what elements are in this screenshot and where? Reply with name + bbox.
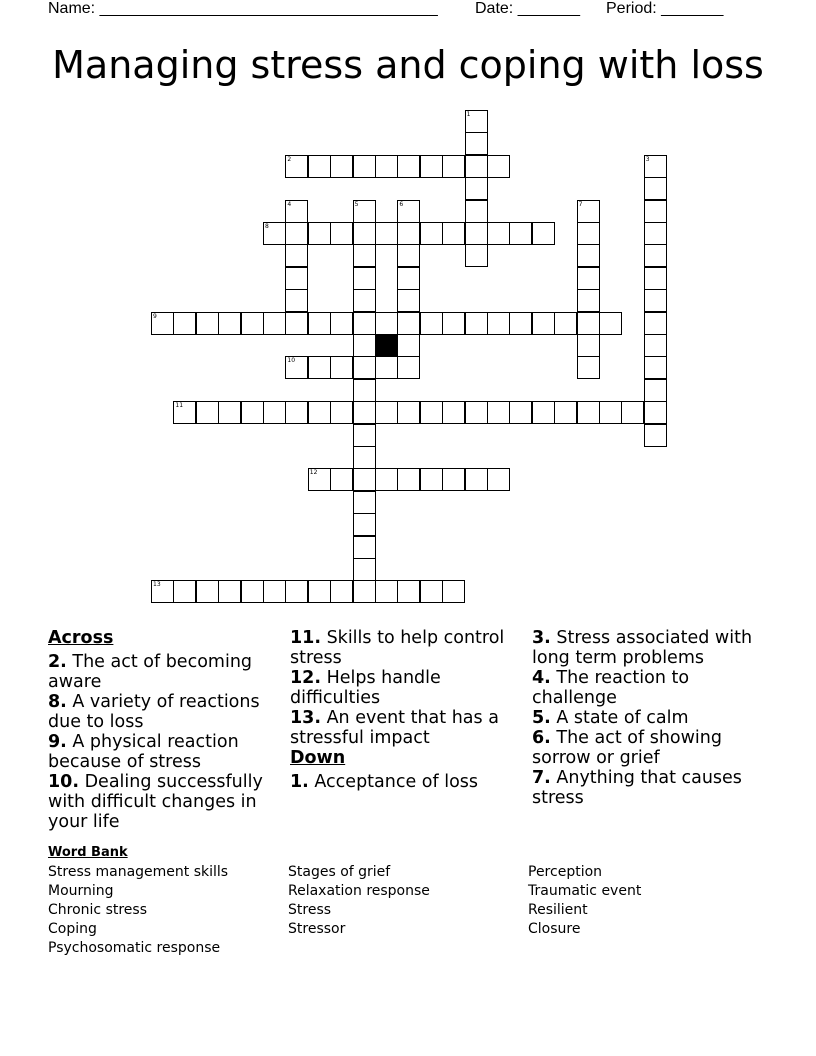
- crossword-cell[interactable]: [285, 200, 308, 223]
- crossword-cell[interactable]: [375, 468, 398, 491]
- crossword-cell[interactable]: [577, 401, 600, 424]
- crossword-cell[interactable]: [577, 289, 600, 312]
- crossword-cell[interactable]: [577, 312, 600, 335]
- crossword-cell[interactable]: [465, 468, 488, 491]
- crossword-cell[interactable]: [241, 580, 264, 603]
- crossword-cell[interactable]: [554, 401, 577, 424]
- clue-number: 2: [287, 155, 292, 163]
- name-field-label: Name: ______________________________________: [48, 0, 438, 17]
- crossword-cell[interactable]: [644, 289, 667, 312]
- crossword-cell[interactable]: [330, 222, 353, 245]
- crossword-cell[interactable]: [487, 222, 510, 245]
- crossword-cell[interactable]: [644, 356, 667, 379]
- crossword-cell[interactable]: [353, 267, 376, 290]
- crossword-cell[interactable]: [577, 356, 600, 379]
- clue-item: 4. The reaction to challenge: [532, 668, 690, 708]
- crossword-cell[interactable]: [308, 222, 331, 245]
- crossword-cell[interactable]: [442, 401, 465, 424]
- crossword-cell[interactable]: [173, 312, 196, 335]
- crossword-cell[interactable]: [151, 312, 174, 335]
- crossword-cell[interactable]: [353, 513, 376, 536]
- crossword-cell[interactable]: [465, 244, 488, 267]
- clue-number: 11: [175, 402, 184, 410]
- crossword-cell[interactable]: [397, 468, 420, 491]
- crossword-cell[interactable]: [644, 379, 667, 402]
- clue-number-label: 1.: [290, 772, 309, 792]
- crossword-cell[interactable]: [353, 222, 376, 245]
- crossword-cell[interactable]: [397, 200, 420, 223]
- word-bank-item: Psychosomatic response: [48, 940, 221, 956]
- crossword-cell[interactable]: [644, 401, 667, 424]
- word-bank-item: Stages of grief: [288, 864, 391, 880]
- clue-number: 12: [309, 469, 318, 477]
- crossword-cell[interactable]: [353, 244, 376, 267]
- clue-number: 13: [153, 581, 161, 589]
- crossword-cell[interactable]: [353, 200, 376, 223]
- crossword-cell[interactable]: [308, 401, 331, 424]
- word-bank-item: Perception: [528, 864, 603, 880]
- crossword-cell[interactable]: [353, 379, 376, 402]
- crossword-cell[interactable]: [285, 580, 308, 603]
- crossword-cell[interactable]: [263, 312, 286, 335]
- crossword-cell[interactable]: [509, 312, 532, 335]
- page-title: Managing stress and coping with loss: [52, 43, 764, 87]
- clue-number: 10: [287, 357, 296, 365]
- crossword-cell[interactable]: [577, 200, 600, 223]
- crossword-cell[interactable]: [554, 312, 577, 335]
- clue-number: 3: [645, 155, 650, 163]
- crossword-cell[interactable]: [263, 222, 286, 245]
- crossword-cell[interactable]: [353, 312, 376, 335]
- crossword-cell[interactable]: [621, 401, 644, 424]
- word-bank-column-1: [48, 863, 228, 958]
- crossword-cell[interactable]: [644, 200, 667, 223]
- clue-number: 1: [466, 111, 471, 118]
- crossword-cell[interactable]: [218, 580, 241, 603]
- crossword-cell[interactable]: [353, 446, 376, 469]
- crossword-cell[interactable]: [173, 401, 196, 424]
- crossword-cell[interactable]: [375, 155, 398, 178]
- crossword-cell[interactable]: [330, 312, 353, 335]
- crossword-cell[interactable]: [173, 580, 196, 603]
- crossword-cell[interactable]: [285, 155, 308, 178]
- clue-number: 7: [578, 200, 583, 208]
- crossword-cell[interactable]: [151, 580, 174, 603]
- crossword-cell[interactable]: [308, 580, 331, 603]
- clue-number-label: 5.: [532, 708, 551, 728]
- crossword-cell[interactable]: [487, 312, 510, 335]
- crossword-cell[interactable]: [263, 580, 286, 603]
- word-bank-column-3: [528, 863, 641, 939]
- crossword-cell[interactable]: [218, 312, 241, 335]
- clue-number-label: 7.: [532, 768, 551, 788]
- crossword-cell[interactable]: [353, 155, 376, 178]
- clue-item: 13. An event that has a stressful impact: [290, 708, 499, 748]
- word-bank-item: Mourning: [48, 883, 114, 899]
- clue-number-label: 6.: [532, 728, 551, 748]
- clue-item: 11. Skills to help control stress: [290, 628, 505, 668]
- clue-item: 3. Stress associated with long term problems: [532, 628, 753, 668]
- crossword-cell[interactable]: [285, 356, 308, 379]
- crossword-cell[interactable]: [420, 468, 443, 491]
- crossword-cell[interactable]: [644, 334, 667, 357]
- crossword-cell[interactable]: [420, 155, 443, 178]
- crossword-cell[interactable]: [308, 155, 331, 178]
- clue-number-label: 13.: [290, 708, 322, 728]
- crossword-cell[interactable]: [353, 356, 376, 379]
- clue-column-2: [290, 628, 520, 792]
- crossword-cell[interactable]: [330, 401, 353, 424]
- crossword-cell[interactable]: [420, 580, 443, 603]
- crossword-cell[interactable]: [532, 312, 555, 335]
- clue-number: 9: [153, 312, 157, 320]
- crossword-cell[interactable]: [465, 155, 488, 178]
- crossword-cell[interactable]: [420, 312, 443, 335]
- crossword-cell[interactable]: [397, 580, 420, 603]
- crossword-cell[interactable]: [577, 334, 600, 357]
- crossword-cell[interactable]: [353, 491, 376, 514]
- crossword-cell[interactable]: [442, 222, 465, 245]
- clue-item: 7. Anything that causes stress: [532, 768, 742, 808]
- crossword-cell[interactable]: [644, 267, 667, 290]
- crossword-cell[interactable]: [644, 222, 667, 245]
- clue-item: 5. A state of calm: [532, 708, 689, 728]
- crossword-cell[interactable]: [397, 289, 420, 312]
- crossword-cell[interactable]: [285, 289, 308, 312]
- crossword-cell[interactable]: [420, 401, 443, 424]
- crossword-cell[interactable]: [330, 580, 353, 603]
- crossword-cell[interactable]: [308, 468, 331, 491]
- crossword-cell[interactable]: [285, 312, 308, 335]
- crossword-cell[interactable]: [397, 401, 420, 424]
- clue-number-label: 9.: [48, 732, 67, 752]
- crossword-cell[interactable]: [420, 222, 443, 245]
- crossword-cell[interactable]: [397, 356, 420, 379]
- clue-number: 8: [265, 223, 269, 230]
- crossword-cell[interactable]: [509, 222, 532, 245]
- crossword-cell[interactable]: [353, 334, 376, 357]
- crossword-cell[interactable]: [487, 468, 510, 491]
- clue-item: 2. The act of becoming aware: [48, 652, 253, 692]
- crossword-cell[interactable]: [397, 155, 420, 178]
- clue-item: 12. Helps handle difficulties: [290, 668, 441, 708]
- crossword-cell[interactable]: [375, 222, 398, 245]
- crossword-cell[interactable]: [330, 155, 353, 178]
- crossword-cell[interactable]: [465, 222, 488, 245]
- clue-column-1: [48, 628, 278, 832]
- crossword-cell[interactable]: [509, 401, 532, 424]
- clue-number-label: 2.: [48, 652, 67, 672]
- clue-number: 5: [354, 200, 359, 208]
- crossword-cell[interactable]: [397, 267, 420, 290]
- clue-item: 6. The act of showing sorrow or grief: [532, 728, 722, 768]
- clue-number-label: 8.: [48, 692, 67, 712]
- date-field-label: Date: _______: [475, 0, 580, 17]
- clue-item: 1. Acceptance of loss: [290, 772, 479, 792]
- word-bank-item: Chronic stress: [48, 902, 148, 918]
- crossword-cell[interactable]: [397, 334, 420, 357]
- crossword-cell[interactable]: [375, 312, 398, 335]
- crossword-black-cell: [375, 334, 398, 357]
- word-bank-item: Closure: [528, 921, 581, 937]
- crossword-cell[interactable]: [442, 580, 465, 603]
- crossword-cell[interactable]: [577, 222, 600, 245]
- clue-number-label: 4.: [532, 668, 551, 688]
- crossword-cell[interactable]: [397, 222, 420, 245]
- crossword-cell[interactable]: [353, 580, 376, 603]
- word-bank-item: Coping: [48, 921, 97, 937]
- word-bank-title: Word Bank: [48, 845, 128, 860]
- crossword-cell[interactable]: [487, 401, 510, 424]
- crossword-cell[interactable]: [375, 401, 398, 424]
- crossword-cell[interactable]: [353, 536, 376, 559]
- crossword-cell[interactable]: [241, 401, 264, 424]
- crossword-cell[interactable]: [532, 401, 555, 424]
- crossword-cell[interactable]: [285, 267, 308, 290]
- clue-item: 9. A physical reaction because of stress: [48, 732, 239, 772]
- clue-number-label: 12.: [290, 668, 322, 688]
- across-heading: Across: [48, 628, 114, 648]
- word-bank-column-2: [288, 863, 430, 939]
- crossword-cell[interactable]: [397, 312, 420, 335]
- crossword-cell[interactable]: [285, 222, 308, 245]
- crossword-cell[interactable]: [599, 312, 622, 335]
- crossword-cell[interactable]: [465, 132, 488, 155]
- crossword-cell[interactable]: [218, 401, 241, 424]
- crossword-cell[interactable]: [308, 356, 331, 379]
- word-bank-item: Relaxation response: [288, 883, 430, 899]
- crossword-cell[interactable]: [263, 401, 286, 424]
- crossword-cell[interactable]: [442, 312, 465, 335]
- crossword-cell[interactable]: [487, 155, 510, 178]
- crossword-cell[interactable]: [577, 244, 600, 267]
- crossword-cell[interactable]: [285, 401, 308, 424]
- clue-item: 10. Dealing successfully with difficult changes in your life: [48, 772, 263, 832]
- clue-number-label: 10.: [48, 772, 80, 792]
- crossword-cell[interactable]: [644, 177, 667, 200]
- word-bank-item: Stress management skills: [48, 864, 229, 880]
- crossword-cell[interactable]: [465, 312, 488, 335]
- crossword-cell[interactable]: [241, 312, 264, 335]
- crossword-cell[interactable]: [644, 155, 667, 178]
- crossword-cell[interactable]: [330, 356, 353, 379]
- crossword-cell[interactable]: [465, 401, 488, 424]
- crossword-cell[interactable]: [285, 244, 308, 267]
- crossword-cell[interactable]: [599, 401, 622, 424]
- period-field-label: Period: _______: [606, 0, 724, 17]
- crossword-cell[interactable]: [465, 110, 488, 133]
- crossword-cell[interactable]: [577, 267, 600, 290]
- crossword-cell[interactable]: [353, 289, 376, 312]
- word-bank-item: Stress: [288, 902, 332, 918]
- clue-column-3: [532, 628, 772, 808]
- crossword-cell[interactable]: [375, 356, 398, 379]
- clue-number: 4: [287, 200, 292, 208]
- word-bank-item: Stressor: [288, 921, 346, 937]
- crossword-cell[interactable]: [644, 312, 667, 335]
- crossword-cell[interactable]: [353, 558, 376, 581]
- word-bank-item: Resilient: [528, 902, 588, 918]
- word-bank-item: Traumatic event: [528, 883, 642, 899]
- crossword-cell[interactable]: [196, 312, 219, 335]
- crossword-cell[interactable]: [644, 424, 667, 447]
- crossword-cell[interactable]: [465, 177, 488, 200]
- clue-number-label: 11.: [290, 628, 322, 648]
- crossword-cell[interactable]: [465, 200, 488, 223]
- crossword-cell[interactable]: [442, 468, 465, 491]
- crossword-cell[interactable]: [353, 424, 376, 447]
- crossword-cell[interactable]: [397, 244, 420, 267]
- clue-number: 6: [399, 200, 404, 208]
- crossword-cell[interactable]: [353, 468, 376, 491]
- crossword-cell[interactable]: [308, 312, 331, 335]
- clue-number-label: 3.: [532, 628, 551, 648]
- crossword-cell[interactable]: [196, 401, 219, 424]
- crossword-cell[interactable]: [196, 580, 219, 603]
- crossword-cell[interactable]: [375, 580, 398, 603]
- crossword-cell[interactable]: [644, 244, 667, 267]
- clue-item: 8. A variety of reactions due to loss: [48, 692, 260, 732]
- crossword-cell[interactable]: [532, 222, 555, 245]
- down-heading: Down: [290, 748, 346, 768]
- crossword-cell[interactable]: [330, 468, 353, 491]
- crossword-cell[interactable]: [442, 155, 465, 178]
- crossword-cell[interactable]: [353, 401, 376, 424]
